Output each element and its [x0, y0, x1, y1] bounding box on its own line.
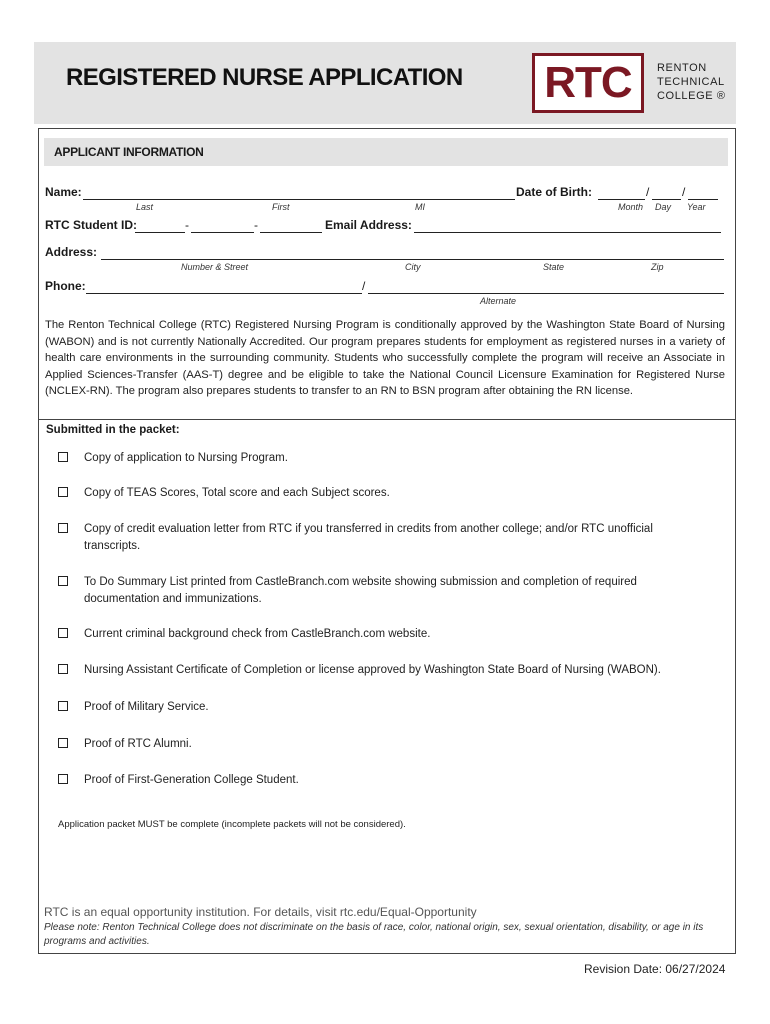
logo-line: COLLEGE ®	[657, 90, 726, 102]
logo-line: RENTON	[657, 62, 707, 74]
student-id-field-2[interactable]	[191, 232, 254, 233]
student-id-field-3[interactable]	[260, 232, 322, 233]
rtc-logo	[532, 53, 644, 113]
nondiscrimination-statement: Please note: Renton Technical College does not discriminate on the basis of race, color, national origin, sex, sexual orientation, disability, or age in its programs and activities.	[44, 922, 704, 947]
logo-mark: RTC	[544, 58, 632, 107]
checklist-item: Current criminal background check from CastleBranch.com website.	[84, 628, 431, 640]
sublabel-mi: MI	[415, 202, 425, 212]
revision-date: Revision Date: 06/27/2024	[584, 962, 726, 976]
checkbox-nursing-assistant[interactable]	[58, 664, 68, 674]
checkbox-credit-evaluation[interactable]	[58, 523, 68, 533]
logo-line: TECHNICAL	[657, 76, 725, 88]
checklist-item: Copy of application to Nursing Program.	[84, 452, 288, 464]
email-label: Email Address:	[325, 218, 412, 232]
alternate-phone-field[interactable]	[368, 293, 724, 294]
dob-day-field[interactable]	[652, 199, 681, 200]
phone-label: Phone:	[45, 279, 86, 293]
checkbox-todo-summary[interactable]	[58, 576, 68, 586]
phone-separator: /	[362, 279, 366, 293]
email-field[interactable]	[414, 232, 721, 233]
checkbox-alumni[interactable]	[58, 738, 68, 748]
name-label: Name:	[45, 185, 82, 199]
checklist-item: To Do Summary List printed from CastleBranch.com website showing submission and completion of required documentation and immunizations.	[84, 576, 637, 605]
dob-year-field[interactable]	[688, 199, 718, 200]
checkbox-application[interactable]	[58, 452, 68, 462]
sublabel-alternate: Alternate	[480, 296, 517, 306]
checklist-item: Proof of RTC Alumni.	[84, 738, 192, 750]
checklist-item: Copy of credit evaluation letter from RTC if you transferred in credits from another college; and/or RTC unofficial transcripts.	[84, 523, 653, 552]
checklist-item: Proof of Military Service.	[84, 701, 209, 713]
name-field[interactable]	[83, 199, 515, 200]
dob-month-field[interactable]	[598, 199, 645, 200]
checklist-item: Copy of TEAS Scores, Total score and each Subject scores.	[84, 487, 390, 499]
address-field[interactable]	[101, 259, 724, 260]
id-dash: -	[185, 218, 189, 232]
packet-title: Submitted in the packet:	[46, 424, 180, 436]
equal-opportunity-statement: RTC is an equal opportunity institution. For details, visit rtc.edu/Equal-Opportunity	[44, 905, 477, 919]
phone-field[interactable]	[86, 293, 362, 294]
intro-paragraph: The Renton Technical College (RTC) Registered Nursing Program is conditionally approved by the Washington State Board of Nursing (WABON) and is not currently Nationally Accredited. Our program prepares students for employment as registered nurses in a variety of health care environments in the surrounding community. Students who successfully complete the program will receive an Associate in Applied Sciences-Transfer (AAS-T) degree and be eligible to take the National Council Licensure Examination for Registered Nurse (NCLEX-RN). The program also prepares students to transfer to an RN to BSN program after obtaining the RN license.	[45, 319, 725, 398]
checkbox-military[interactable]	[58, 701, 68, 711]
sublabel-month: Month	[618, 202, 644, 212]
sublabel-street: Number & Street	[181, 262, 249, 272]
dob-label: Date of Birth:	[516, 185, 592, 199]
page-title: REGISTERED NURSE APPLICATION	[66, 64, 463, 91]
sublabel-year: Year	[687, 202, 706, 212]
id-dash: -	[254, 218, 258, 232]
logo-wordmark	[657, 61, 726, 103]
section-title: APPLICANT INFORMATION	[54, 145, 204, 159]
checklist-item: Nursing Assistant Certificate of Completion or license approved by Washington State Board of Nursing (WABON).	[84, 664, 661, 676]
sublabel-last: Last	[136, 202, 154, 212]
student-id-field-1[interactable]	[135, 232, 185, 233]
sublabel-first: First	[272, 202, 290, 212]
checklist-item: Proof of First-Generation College Student.	[84, 774, 299, 786]
checkbox-teas[interactable]	[58, 487, 68, 497]
dob-slash: /	[646, 185, 650, 199]
address-label: Address:	[45, 245, 98, 259]
checkbox-background-check[interactable]	[58, 628, 68, 638]
sublabel-state: State	[543, 262, 565, 272]
packet-note: Application packet MUST be complete (incomplete packets will not be considered).	[58, 819, 406, 830]
checkbox-first-generation[interactable]	[58, 774, 68, 784]
dob-slash: /	[682, 185, 686, 199]
student-id-label: RTC Student ID:	[45, 218, 137, 232]
sublabel-city: City	[405, 262, 421, 272]
sublabel-zip: Zip	[651, 262, 664, 272]
sublabel-day: Day	[655, 202, 672, 212]
